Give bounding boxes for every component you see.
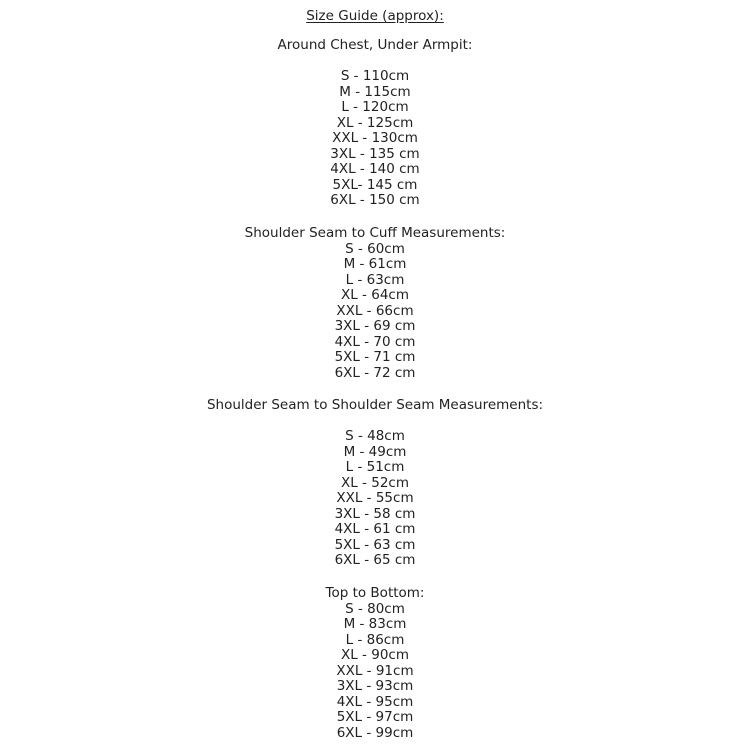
size-row: XXL - 66cm: [336, 302, 414, 319]
size-row: S - 110cm: [340, 68, 410, 85]
size-row: 6XL - 65 cm: [334, 552, 416, 569]
section-heading: Shoulder Seam to Cuff Measurements:: [244, 225, 506, 242]
size-row: M - 49cm: [343, 443, 407, 460]
size-row: 6XL - 150 cm: [330, 192, 420, 209]
size-row: L - 63cm: [345, 271, 405, 288]
size-row: S - 48cm: [345, 428, 405, 445]
section-heading: Around Chest, Under Armpit:: [277, 37, 473, 54]
size-row: 3XL - 69 cm: [334, 318, 416, 335]
size-row: 4XL - 95cm: [336, 693, 414, 710]
size-row: S - 80cm: [345, 600, 405, 617]
size-row: 4XL - 61 cm: [334, 521, 416, 538]
size-row: 6XL - 72 cm: [334, 364, 416, 381]
size-row: 3XL - 93cm: [336, 678, 414, 695]
section-heading: Shoulder Seam to Shoulder Seam Measurements:: [206, 397, 544, 414]
size-row: XXL - 91cm: [336, 662, 414, 679]
size-row: XL - 90cm: [341, 647, 409, 664]
size-row: L - 86cm: [345, 631, 405, 648]
size-row: 5XL - 63 cm: [334, 536, 416, 553]
size-row: XL - 52cm: [341, 474, 409, 491]
size-row: M - 83cm: [343, 616, 407, 633]
size-row: 4XL - 70 cm: [334, 333, 416, 350]
size-row: S - 60cm: [345, 240, 405, 257]
size-row: 5XL - 71 cm: [334, 349, 416, 366]
size-row: L - 120cm: [341, 99, 409, 116]
size-row: 3XL - 58 cm: [334, 505, 416, 522]
size-row: XXL - 55cm: [336, 490, 414, 507]
size-row: L - 51cm: [345, 459, 405, 476]
size-guide-title: Size Guide (approx):: [306, 8, 444, 25]
size-row: M - 115cm: [339, 83, 411, 100]
section-heading: Top to Bottom:: [325, 585, 425, 602]
size-row: 3XL - 135 cm: [330, 145, 420, 162]
size-row: XL - 64cm: [341, 287, 409, 304]
size-row: M - 61cm: [343, 256, 407, 273]
size-row: 4XL - 140 cm: [330, 161, 420, 178]
size-row: XXL - 130cm: [332, 130, 418, 147]
size-row: 6XL - 99cm: [336, 724, 414, 741]
size-row: 5XL - 97cm: [336, 709, 414, 726]
size-row: XL - 125cm: [336, 114, 414, 131]
size-row: 5XL- 145 cm: [332, 176, 418, 193]
